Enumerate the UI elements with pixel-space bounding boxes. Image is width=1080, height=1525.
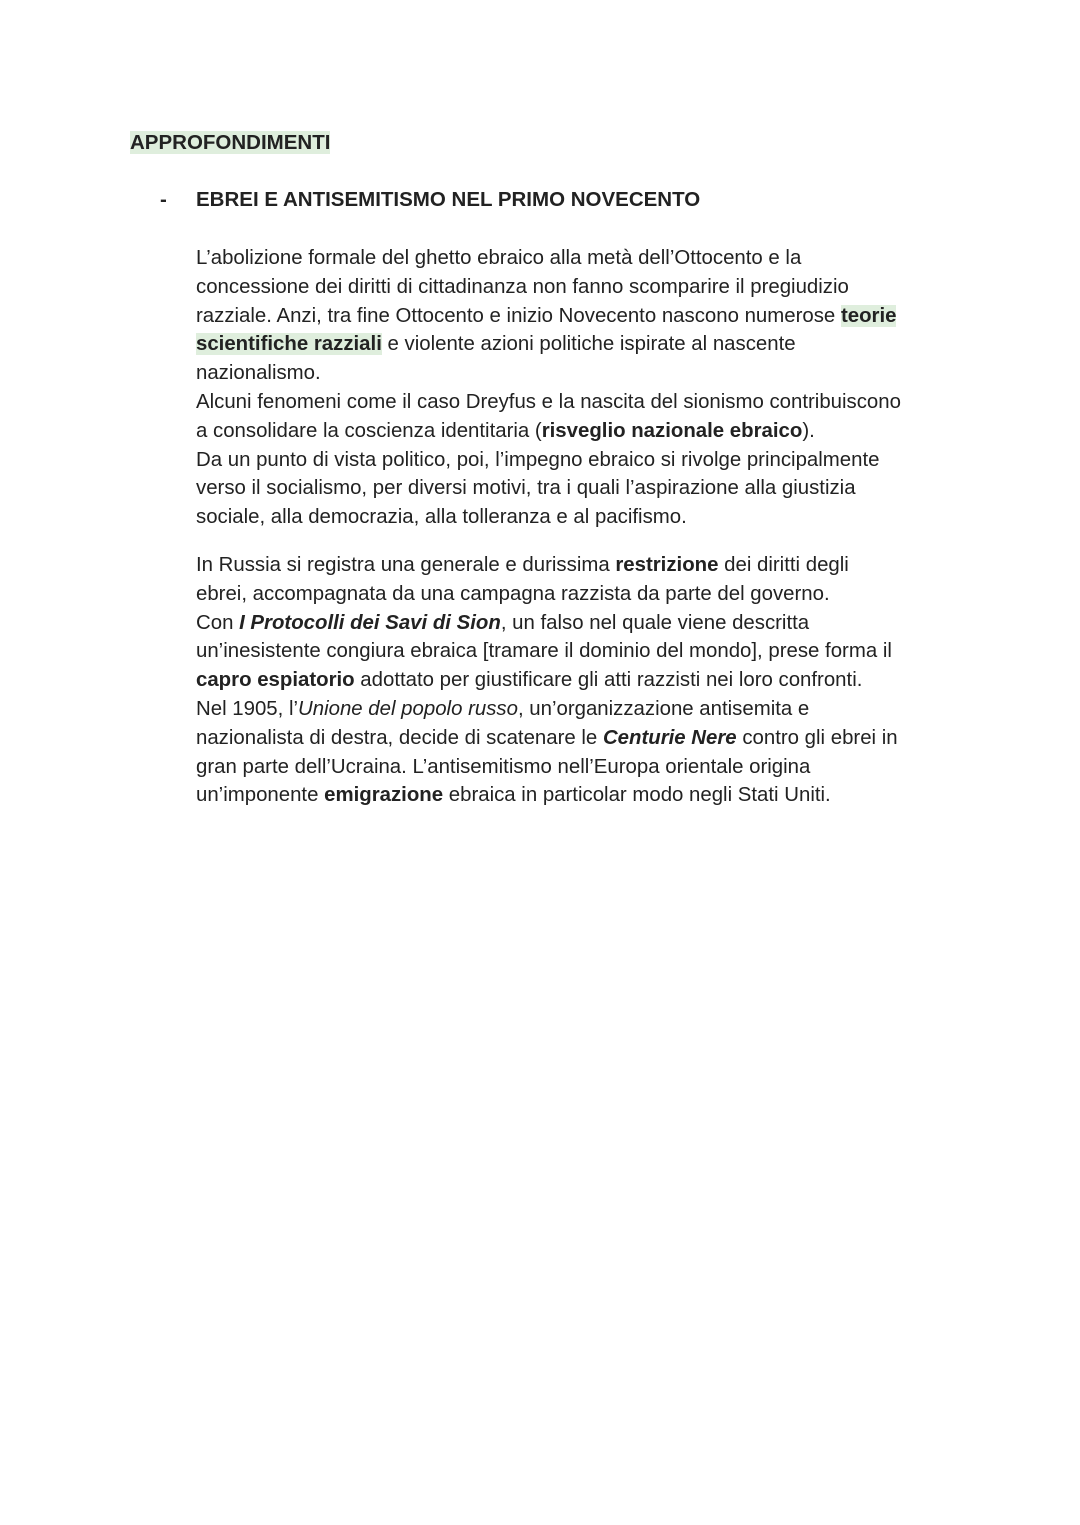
bold-term: restrizione [615,554,719,576]
text-run: adottato per giustificare gli atti razzisti nei loro confronti. [354,669,863,692]
highlighted-term: scientifiche razziali [196,333,382,356]
bold-term: emigrazione [324,784,444,807]
paragraph-1 [196,244,956,532]
page-heading [130,129,330,157]
italic-term: Unione del popolo russo [298,697,518,720]
text-run: , un’organizzazione antisemita e [517,697,810,720]
text-run: , un falso nel quale viene descritta [500,611,810,634]
bullet-dash: - [160,188,167,211]
text-run: nazionalista di destra, decide di scatenare le [196,726,603,749]
text-line: concessione dei diritti di cittadinanza non fanno scomparire il pregiudizio [196,275,849,298]
text-line [196,330,956,359]
text-line: gran parte dell’Ucraina. L’antisemitismo nell’Europa orientale origina [196,755,811,778]
bold-italic-term: Centurie Nere [602,726,737,749]
text-run: contro gli ebrei in [736,726,898,749]
text-run: Con [196,611,240,634]
text-run: a consolidare la coscienza identitaria ( [196,419,542,442]
bold-italic-term: I Protocolli dei Savi di Sion [239,611,501,634]
text-run: ebraica in particolar modo negli Stati Uniti. [443,784,831,807]
text-line [196,781,956,810]
highlighted-term: teorie [840,304,897,327]
text-run: Nel 1905, l’ [196,697,299,720]
text-run: dei diritti degli [718,554,849,576]
text-line: un’inesistente congiura ebraica [tramare il dominio del mondo], prese forma il [196,640,892,663]
text-line [196,417,956,446]
text-line: verso il socialismo, per diversi motivi, tra i quali l’aspirazione alla giustizia [196,477,856,500]
section-title: EBREI E ANTISEMITISMO NEL PRIMO NOVECENTO [196,188,701,211]
bold-term: capro espiatorio [196,669,355,692]
text-run: razziale. Anzi, tra fine Ottocento e inizio Novecento nascono numerose [196,304,841,327]
paragraph-2 [196,551,956,810]
text-line [196,666,956,695]
text-line: Da un punto di vista politico, poi, l’impegno ebraico si rivolge principalmente [196,448,880,471]
text-line [196,695,956,724]
heading-highlight: APPROFONDIMENTI [130,131,331,154]
text-line: L’abolizione formale del ghetto ebraico alla metà dell’Ottocento e la [196,247,802,269]
bold-term: risveglio nazionale ebraico [541,419,803,442]
text-line [196,302,956,331]
text-run: un’imponente [196,784,325,807]
text-line [196,551,956,580]
text-line: nazionalismo. [196,362,321,385]
text-run: e violente azioni politiche ispirate al nascente [381,333,796,356]
text-line [196,609,956,638]
text-line: sociale, alla democrazia, alla tolleranza e al pacifismo. [196,506,687,529]
text-line: Alcuni fenomeni come il caso Dreyfus e la nascita del sionismo contribuiscono [196,390,901,413]
text-run: ). [802,419,815,442]
text-line [196,724,956,753]
text-run: In Russia si registra una generale e durissima [196,554,616,576]
text-line: ebrei, accompagnata da una campagna razzista da parte del governo. [196,582,830,605]
